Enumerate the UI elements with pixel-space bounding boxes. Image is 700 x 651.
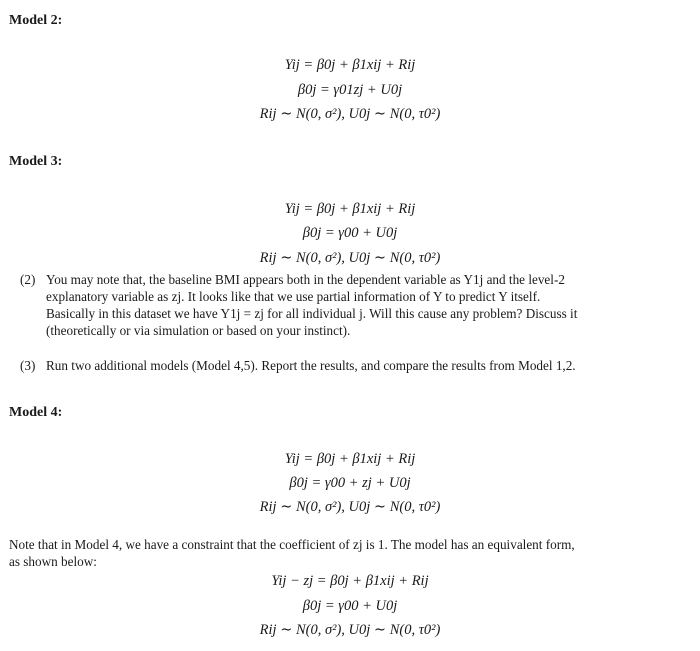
model2-equation-2: β0j = γ01zj + U0j (297, 82, 403, 98)
model2-equation-3: Rij ∼ N(0, σ²), U0j ∼ N(0, τ0²) (259, 106, 441, 122)
model3-heading: Model 3: (9, 154, 63, 169)
question-2-line-2: explanatory variable as zj. It looks like that we use partial information of Y to predict Y itself. (46, 289, 541, 304)
model4-equivalent-equation-2: β0j = γ00 + U0j (302, 598, 398, 614)
question-3-line-1: Run two additional models (Model 4,5). Report the results, and compare the results from Model 1,2. (46, 358, 576, 373)
model4-equivalent-equation-3: Rij ∼ N(0, σ²), U0j ∼ N(0, τ0²) (259, 622, 441, 638)
question-3-number: (3) (20, 358, 36, 373)
question-2-line-3: Basically in this dataset we have Y1j = zj for all individual j. Will this cause any problem? Discuss it (46, 306, 578, 321)
model2-heading: Model 2: (9, 13, 63, 28)
question-2-line-1: You may note that, the baseline BMI appears both in the dependent variable as Y1j and the level-2 (46, 272, 565, 287)
note-line-2: as shown below: (9, 554, 97, 569)
model4-equation-1: Yij = β0j + β1xij + Rij (284, 451, 416, 467)
model2-equation-1: Yij = β0j + β1xij + Rij (284, 57, 416, 73)
question-2-line-4: (theoretically or via simulation or based on your instinct). (46, 323, 351, 338)
model3-equation-2: β0j = γ00 + U0j (302, 225, 398, 241)
model4-equation-3: Rij ∼ N(0, σ²), U0j ∼ N(0, τ0²) (259, 499, 441, 515)
note-line-1: Note that in Model 4, we have a constraint that the coefficient of zj is 1. The model has an equivalent form, (9, 537, 575, 552)
model4-equation-2: β0j = γ00 + zj + U0j (289, 475, 411, 491)
question-2-number: (2) (20, 272, 36, 287)
model4-heading: Model 4: (9, 405, 63, 420)
model3-equation-1: Yij = β0j + β1xij + Rij (284, 201, 416, 217)
model4-equivalent-equation-1: Yij − zj = β0j + β1xij + Rij (271, 573, 429, 589)
model3-equation-3: Rij ∼ N(0, σ²), U0j ∼ N(0, τ0²) (259, 250, 441, 266)
